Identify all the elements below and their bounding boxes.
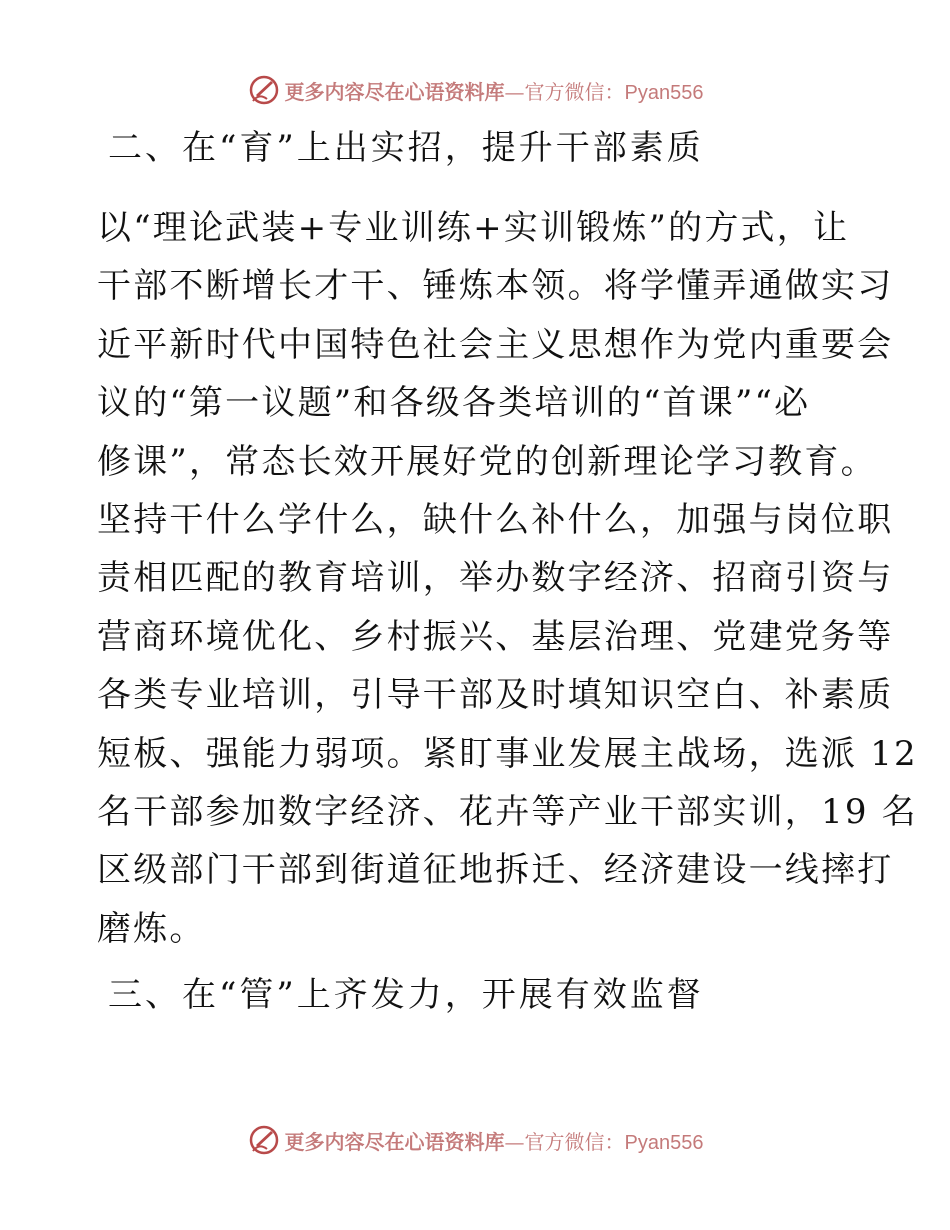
paragraph-line: 修课”，常态长效开展好党的创新理论学习教育。 (97, 441, 877, 482)
paragraph-line: 各类专业培训，引导干部及时填知识空白、补素质 (97, 675, 894, 716)
paragraph-line: 议的“第一议题”和各级各类培训的“首课”“必 (97, 383, 811, 424)
paragraph-line: 短板、强能力弱项。紧盯事业发展主战场，选派 12 (97, 733, 918, 774)
footer-watermark (0, 1120, 950, 1160)
brand-logo-icon (247, 1123, 281, 1157)
paragraph-line: 区级部门干部到街道征地拆迁、经济建设一线摔打 (97, 850, 894, 891)
paragraph-line: 名干部参加数字经济、花卉等产业干部实训，19 名 (97, 791, 918, 832)
watermark-text: 更多内容尽在心语资料库—官方微信：Pyan556 (284, 1129, 704, 1154)
watermark-text: 更多内容尽在心语资料库—官方微信：Pyan556 (284, 79, 704, 104)
paragraph-line: 以“理论武装+专业训练+实训锻炼”的方式，让 (97, 208, 850, 248)
section-heading-2: 二、在“育”上出实招，提升干部素质 (108, 128, 704, 168)
paragraph-line: 近平新时代中国特色社会主义思想作为党内重要会 (97, 324, 894, 365)
paragraph-line: 营商环境优化、乡村振兴、基层治理、党建党务等 (97, 616, 894, 657)
header-watermark (0, 70, 950, 110)
body-paragraph (97, 199, 918, 958)
brand-logo-icon (247, 73, 281, 107)
paragraph-line: 磨炼。 (97, 908, 206, 949)
section-heading-3: 三、在“管”上齐发力，开展有效监督 (108, 975, 704, 1015)
paragraph-line: 责相匹配的教育培训，举办数字经济、招商引资与 (97, 558, 894, 599)
paragraph-line: 坚持干什么学什么，缺什么补什么，加强与岗位职 (97, 499, 894, 540)
paragraph-line: 干部不断增长才干、锤炼本领。将学懂弄通做实习 (97, 266, 894, 307)
